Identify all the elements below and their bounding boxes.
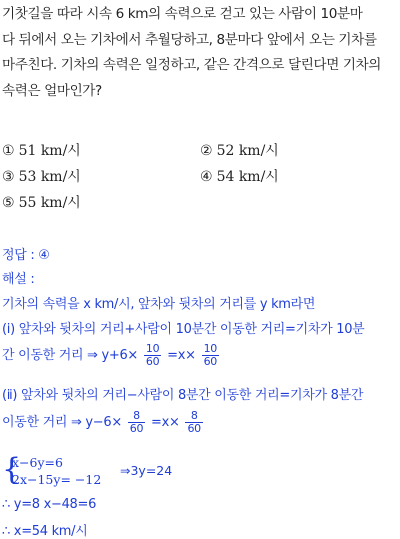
fraction-denominator: 60 [187,422,201,435]
choice-4[interactable] [200,166,279,186]
problem-line: 속력은 얼마인가? [2,82,102,99]
fraction-numerator: 8 [185,410,202,423]
problem-line: 다 뒤에서 오는 기차에서 추월당하고, 8분마다 앞에서 오는 기차를 [2,31,377,48]
fraction [185,410,202,435]
problem-statement [2,2,398,104]
choice-1[interactable] [2,140,81,160]
fraction-denominator: 60 [203,355,217,368]
fraction [202,343,219,368]
fraction-denominator: 60 [145,355,160,368]
choice-text: 53 km/시 [18,169,81,185]
system-equation: x−6y=6 [12,455,63,470]
fraction [144,343,161,368]
fraction-numerator: 10 [145,342,160,355]
solution-line: ∴ x=54 km/시 [2,524,88,539]
solution-equation [2,343,221,368]
equation-text: 이동한 거리 ⇒ y−6× [2,415,122,430]
choice-text: 52 km/시 [216,143,279,159]
choice-2[interactable] [200,140,279,160]
equation-text: =x× [151,415,180,430]
problem-line: 기찻길을 따라 시속 6 km의 속력으로 걷고 있는 사람이 10분마 [2,6,363,22]
fraction-numerator: 8 [128,410,145,423]
equation-text: =x× [167,348,196,363]
choice-number: ④ [200,169,213,185]
solution-line: ∴ y=8 x−48=6 [2,497,97,512]
solution-line: 기차의 속력을 x km/시, 앞차와 뒷차의 거리를 y km라면 [2,297,316,312]
choice-text: 55 km/시 [18,195,81,211]
solution-equation [2,410,205,435]
choice-number: ① [2,143,15,159]
explanation-label: 해설 : [2,272,35,287]
problem-line: 마주친다. 기차의 속력은 일정하고, 같은 간격으로 달린다면 기차의 [2,57,382,73]
choice-text: 51 km/시 [18,143,81,159]
fraction-denominator: 60 [129,422,144,435]
choice-5[interactable] [2,192,81,212]
answer-line: 정답 : ④ [2,248,50,263]
system-equation: 2x−15y= −12 [12,472,102,487]
choice-number: ⑤ [2,195,15,211]
solution-line: (ⅰ) 앞차와 뒷차의 거리+사람이 10분간 이동한 거리=기차가 10분 [2,322,365,337]
choice-text: 54 km/시 [216,169,279,185]
fraction-numerator: 10 [203,342,217,355]
solution-line: (ⅱ) 앞차와 뒷차의 거리−사람이 8분간 이동한 거리=기차가 8분간 [2,388,364,403]
choice-number: ③ [2,169,15,185]
system-result: ⇒3y=24 [120,463,173,478]
choice-number: ② [200,143,213,159]
equation-text: 간 이동한 거리 ⇒ y+6× [2,348,139,363]
brace-glyph: { [2,452,22,487]
choice-3[interactable] [2,166,81,186]
fraction [128,410,145,435]
